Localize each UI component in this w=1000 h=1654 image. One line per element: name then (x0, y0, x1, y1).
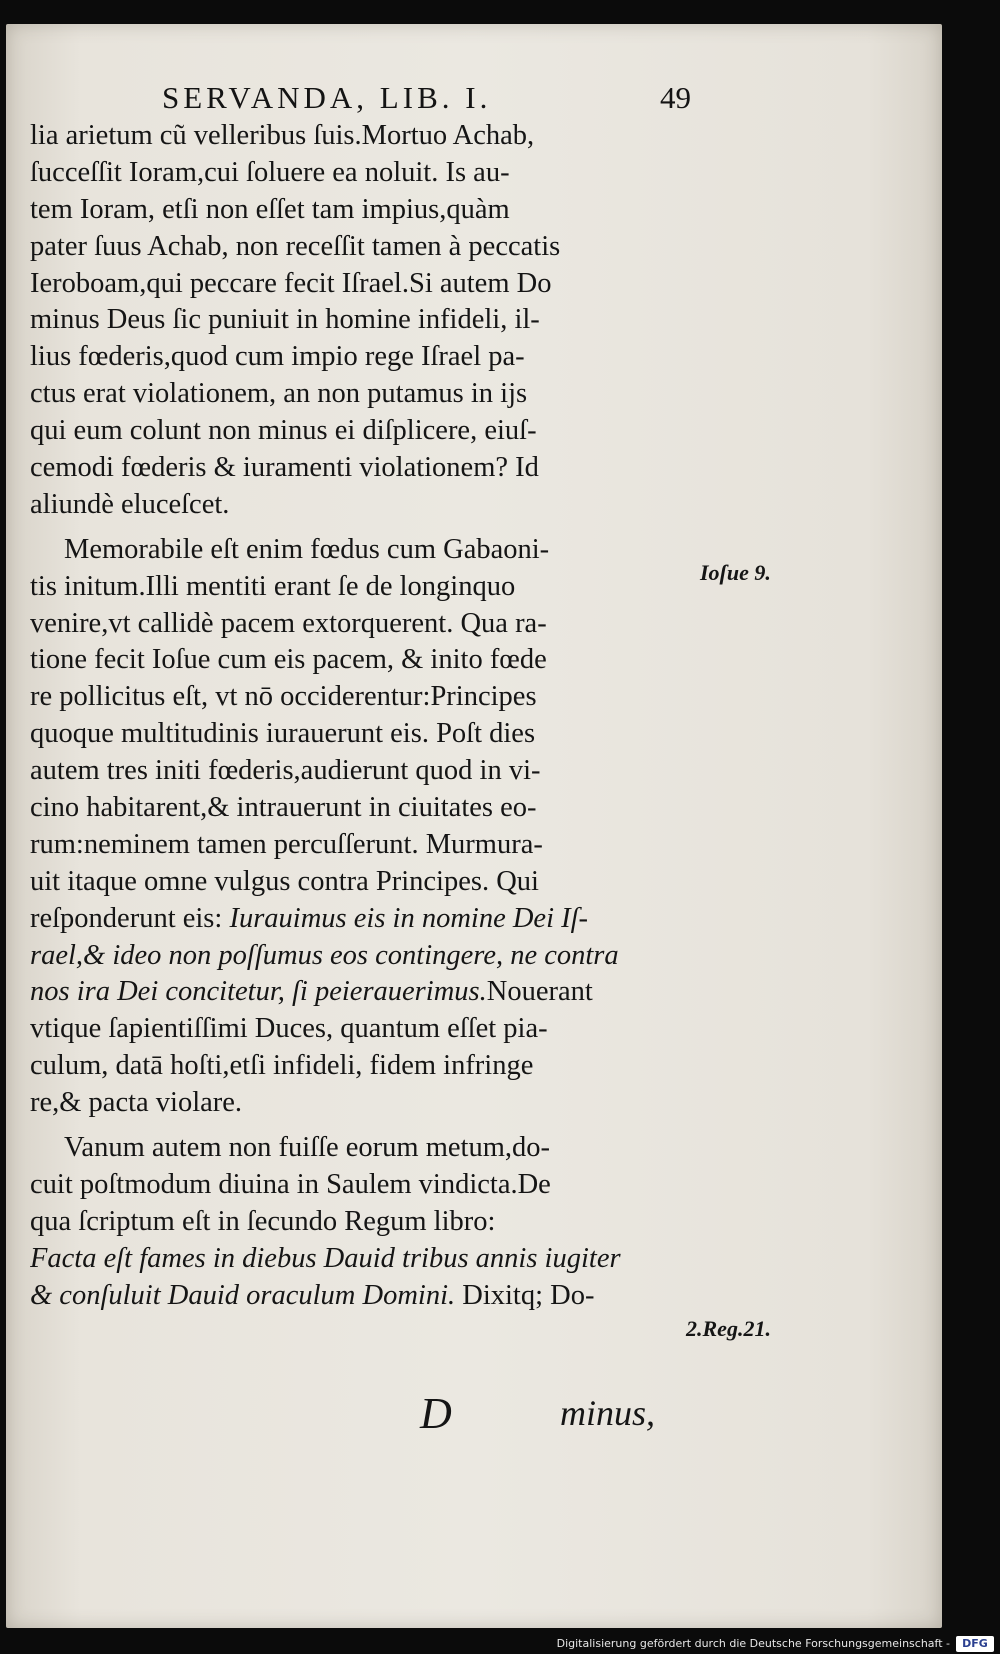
text-segment: Nouerant (486, 976, 593, 1008)
scripture-quote: & conſuluit Dauid oraculum Domini. (30, 1279, 456, 1311)
text-line: re pollicitus eſt, vt nō occiderentur:Principes (30, 681, 537, 713)
text-segment: reſponderunt eis: (30, 902, 223, 934)
funding-credit: Digitalisierung gefördert durch die Deutsche Forschungsgemeinschaft - (556, 1637, 950, 1650)
text-line: qua ſcriptum eſt in ſecundo Regum libro: (30, 1205, 496, 1237)
text-line: tione fecit Ioſue cum eis pacem, & inito fœde (30, 644, 547, 676)
running-title: SERVANDA, LIB. I. (162, 80, 492, 115)
text-line: re,& pacta violare. (30, 1087, 243, 1119)
marginal-note-regum: 2.Reg.21. (686, 1316, 771, 1341)
text-line: Vanum autem non fuiſſe eorum metum,do- (64, 1132, 550, 1164)
text-line: culum, datā hoſti,etſi infideli, fidem infringe (30, 1050, 534, 1082)
page-number: 49 (660, 80, 691, 115)
text-line: vtique ſapientiſſimi Duces, quantum eſſet pia- (30, 1013, 548, 1045)
text-line: Memorabile eſt enim fœdus cum Gabaoni- (64, 533, 550, 565)
text-line: ctus erat violationem, an non putamus in ijs (30, 378, 528, 410)
dfg-logo: DFG (956, 1636, 994, 1652)
catchword: minus, (560, 1393, 656, 1433)
text-line: venire,vt callidè pacem extorquerent. Qua ra- (30, 607, 547, 639)
text-line: pater ſuus Achab, non receſſit tamen à peccatis (30, 230, 561, 262)
text-segment: Dixitq; Do- (462, 1279, 595, 1311)
text-line: uit itaque omne vulgus contra Principes. Qui (30, 865, 539, 897)
text-line: lia arietum cũ velleribus ſuis.Mortuo Achab, (30, 120, 535, 151)
text-line: tem Ioram, etſi non eſſet tam impius,quàm (30, 193, 510, 225)
scripture-quote: nos ira Dei concitetur, ſi peierauerimus. (30, 976, 487, 1008)
body-text (30, 118, 698, 1315)
scripture-quote: rael,& ideo non poſſumus eos contingere, ne contra (30, 939, 619, 971)
text-line: qui eum colunt non minus ei diſplicere, eiuſ- (30, 415, 537, 447)
scripture-quote: Facta eſt fames in diebus Dauid tribus annis iugiter (30, 1242, 621, 1274)
marginal-note-josue: Ioſue 9. (700, 560, 771, 585)
text-line: aliundè eluceſcet. (30, 488, 230, 520)
text-line: cuit poſtmodum diuina in Saulem vindicta.De (30, 1168, 551, 1200)
text-line: ſucceſſit Ioram,cui ſoluere ea noluit. Is au- (30, 156, 510, 188)
text-line: autem tres initi fœderis,audierunt quod in vi- (30, 755, 541, 787)
text-line: Ieroboam,qui peccare fecit Iſrael.Si autem Do (30, 267, 552, 299)
text-line: minus Deus ſic puniuit in homine infideli, il- (30, 304, 540, 336)
text-line (30, 1278, 698, 1315)
text-line: lius fœderis,quod cum impio rege Iſrael pa- (30, 341, 525, 373)
signature-mark: D (420, 1389, 452, 1438)
text-line (30, 901, 698, 938)
text-line: cemodi fœderis & iuramenti violationem? Id (30, 452, 539, 484)
page-header (150, 80, 710, 120)
text-line: quoque multitudinis iurauerunt eis. Poſt dies (30, 718, 536, 750)
text-line (30, 974, 698, 1011)
text-line: tis initum.Illi mentiti erant ſe de longinquo (30, 570, 516, 602)
text-line: cino habitarent,& intrauerunt in ciuitates eo- (30, 792, 537, 824)
scripture-quote: Iurauimus eis in nomine Dei Iſ- (229, 902, 589, 934)
text-line: rum:neminem tamen percuſſerunt. Murmura- (30, 828, 543, 860)
